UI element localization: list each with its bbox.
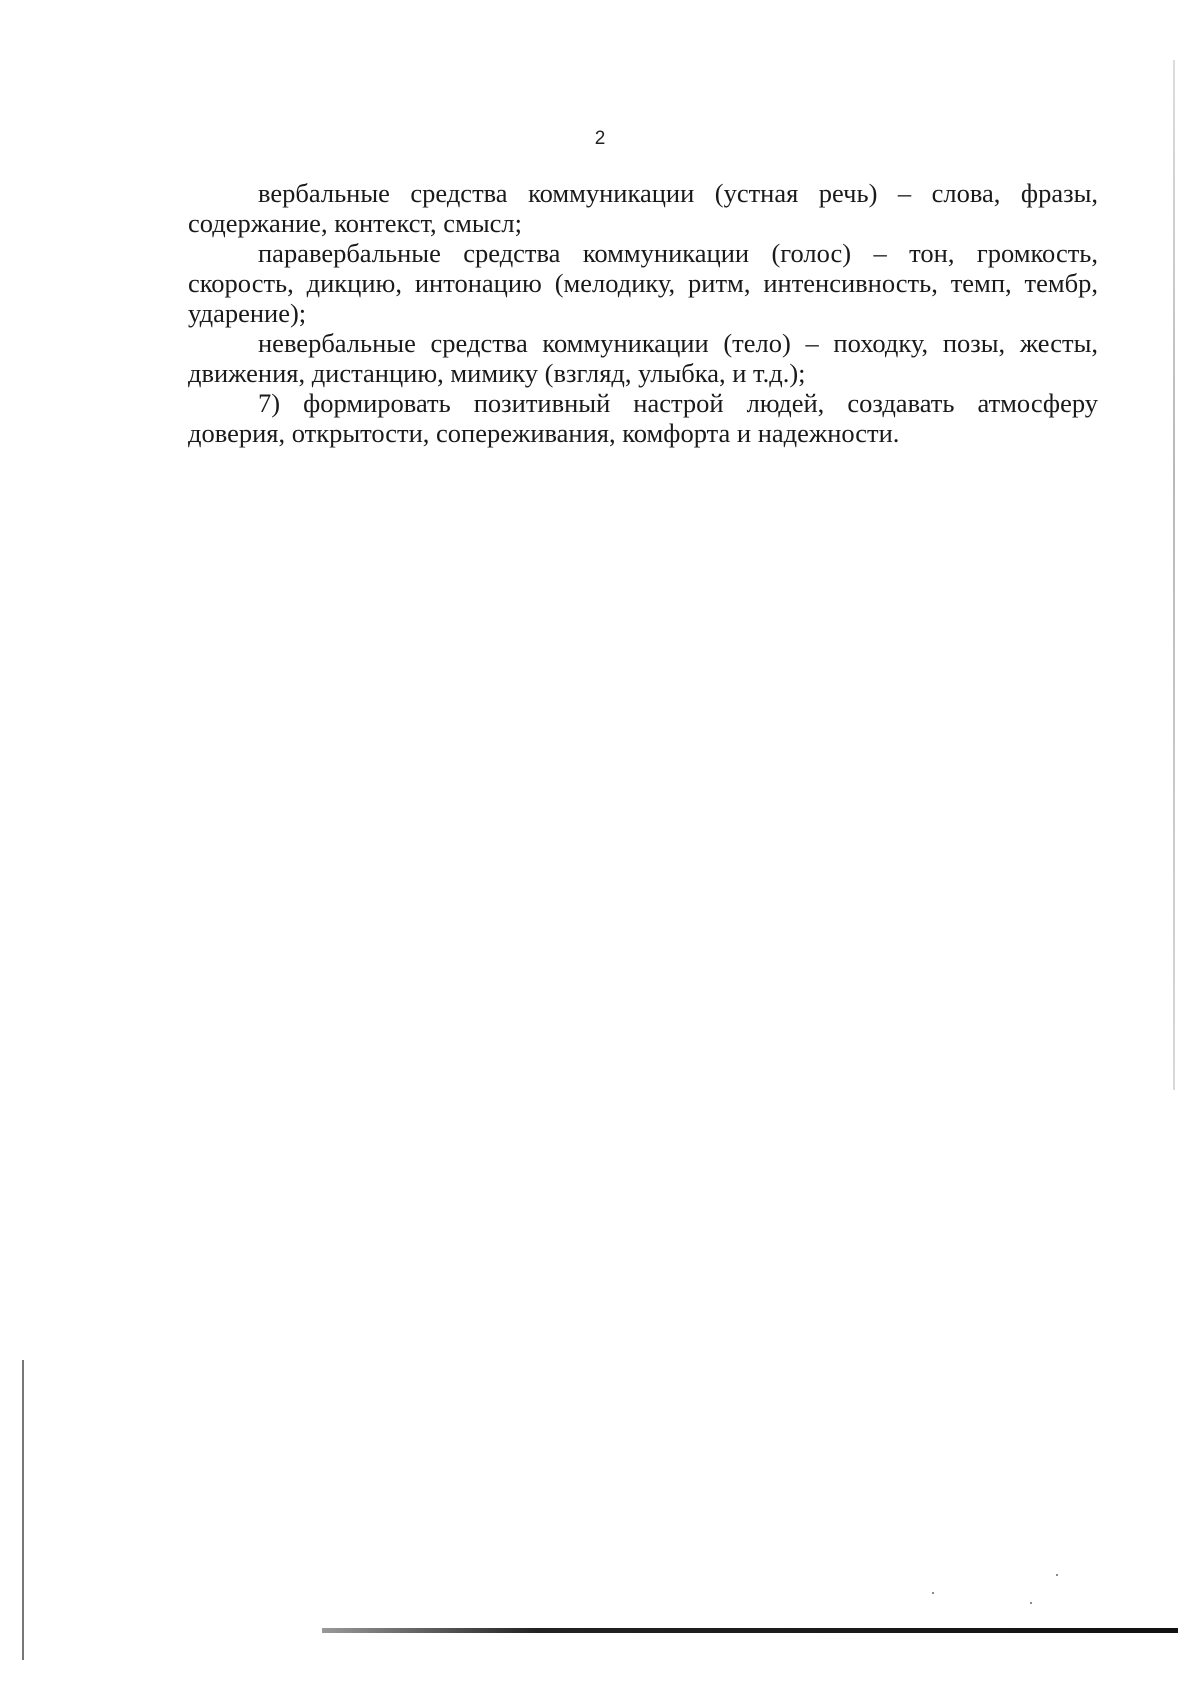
paragraph-paraverbal: паравербальные средства коммуникации (голос) – тон, громкость, скорость, дикцию, интонацию (мелодику, ритм, интенсивность, темп, тембр, ударение);	[188, 238, 1098, 328]
paragraph-verbal: вербальные средства коммуникации (устная речь) – слова, фразы, содержание, контекст, смысл;	[188, 178, 1098, 238]
scan-edge-right-line	[1173, 60, 1175, 1090]
scan-edge-left-line	[22, 1360, 24, 1660]
paragraph-nonverbal: невербальные средства коммуникации (тело) – походку, позы, жесты, движения, дистанцию, мимику (взгляд, улыбка, и т.д.);	[188, 328, 1098, 388]
page-number: 2	[594, 128, 606, 149]
scan-speck	[1056, 1574, 1058, 1576]
scan-edge-bottom-line	[322, 1628, 1178, 1633]
scan-speck	[1030, 1602, 1032, 1604]
scan-speck	[932, 1592, 934, 1594]
paragraph-item-7: 7) формировать позитивный настрой людей, создавать атмосферу доверия, открытости, сопереживания, комфорта и надежности.	[188, 388, 1098, 448]
document-body	[188, 178, 1098, 448]
